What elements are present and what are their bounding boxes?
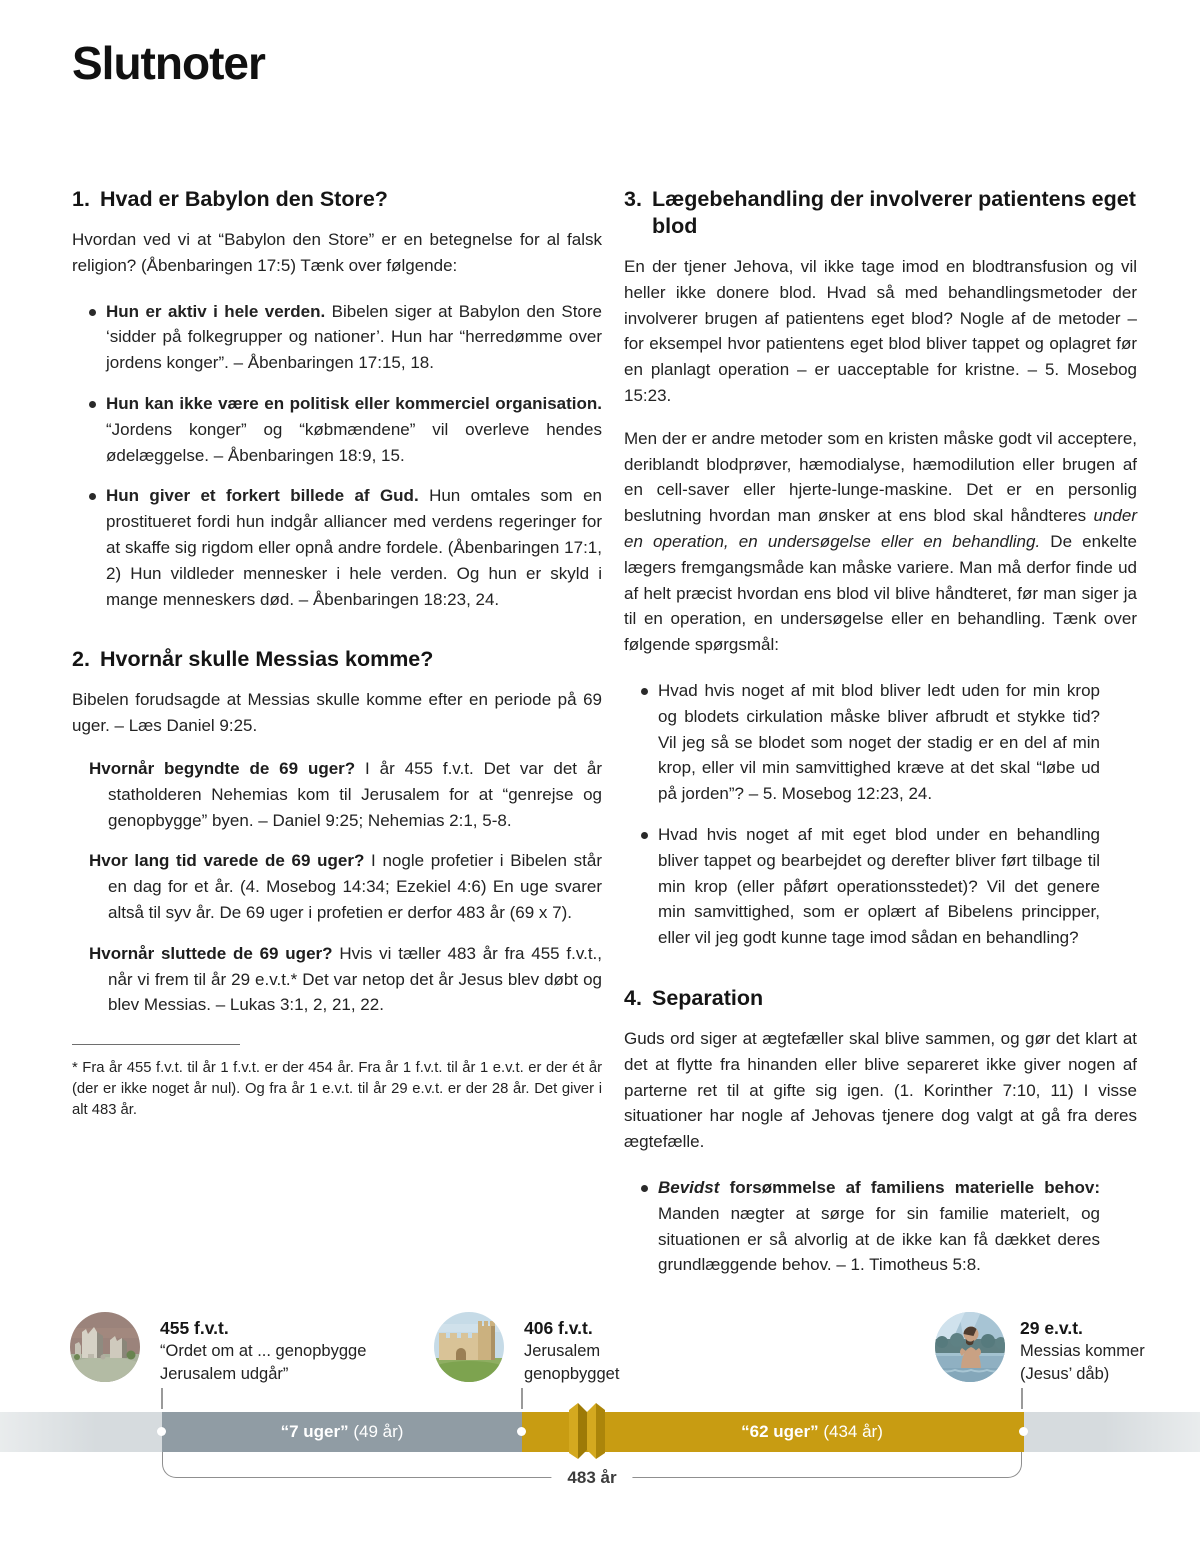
section-number: 3. (624, 187, 642, 211)
bar-label-bold: “7 uger” (280, 1422, 349, 1441)
event-year: 406 f.v.t. (524, 1318, 593, 1338)
event-caption: “Ordet om at ... genopbygge Jerusalem udgår” (160, 1342, 367, 1383)
timeline-tick (521, 1388, 523, 1409)
bullet-item (624, 1175, 1137, 1278)
bullet-item (624, 822, 1137, 951)
bullet-dot (641, 688, 648, 695)
paragraph: Guds ord siger at ægtefæller skal blive sammen, og gør det klart at det at flytte fra hinanden eller blive separeret ikke giver nogen af parterne ret til at gifte sig igen. (1. Korinther 7:10, 11) I visse situationer har nogle af Jehovas tjenere dog valgt at gå fra deres ægtefælle. (624, 1028, 1137, 1152)
bullet-text: Hun giver et forkert billede af Gud. Hun omtales som en prostitueret fordi hun indgår alliancer med verdens regeringer for at skaffe sig rigdom eller opnå andre fordele. (Åbenbaringen 17:1, 2) Hun vildleder mennesker i hele verden. Og hun er skyld i mange menneskers død. – Åbenbaringen 18:23, 24. (106, 486, 602, 609)
jerusalem-rebuilt-icon (434, 1312, 504, 1382)
timeline-tick (161, 1388, 163, 1409)
bullet-item (72, 391, 602, 468)
timeline (0, 1296, 1200, 1543)
timeline-tick (1021, 1388, 1023, 1409)
question-item: Hvor lang tid varede de 69 uger? I nogle profetier i Bibelen står en dag for et år. (4. Mosebog 14:34; Ezekiel 4:6) En uge svarer altså til syv år. De 69 uger i profetien er derfor 483 år (69 x 7). (89, 851, 602, 922)
page-title: Slutnoter (72, 37, 265, 89)
section-title: Lægebehandling der involverer patientens eget blod (652, 187, 1136, 238)
paragraph: Bibelen forudsagde at Messias skulle komme efter en periode på 69 uger. – Læs Daniel 9:25. (72, 690, 602, 736)
footnote-rule (72, 1044, 240, 1045)
section-number: 2. (72, 647, 90, 672)
section-babylon (72, 186, 602, 612)
section-heading (72, 186, 602, 213)
section-heading (624, 985, 1137, 1012)
bullet-list (72, 299, 602, 613)
section-number: 1. (72, 187, 90, 211)
bullet-dot (89, 309, 96, 316)
jerusalem-ruins-icon (70, 1312, 140, 1382)
footnote-text: * Fra år 455 f.v.t. til år 1 f.v.t. er der 454 år. Fra år 1 f.v.t. til år 1 e.v.t. er der ét år (der er ikke noget år nul). Og fra år 1 e.v.t. til år 29 e.v.t. er der 28 år. Det giver i alt 483 år. (72, 1060, 602, 1119)
timeline-dot (517, 1427, 526, 1436)
timeline-total-label: 483 år (551, 1468, 632, 1488)
bullet-text: Hvad hvis noget af mit eget blod under en behandling bliver tappet og bearbejdet og derefter bliver ført tilbage til min krop (eller påført operationsstedet)? Vil det genere min samvittighed, som er oplært af Bibelens principper, eller vil jeg godt kunne tage imod sådan en behandling? (658, 824, 1100, 948)
bullet-dot (641, 1185, 648, 1192)
paragraph: En der tjener Jehova, vil ikke tage imod en blodtransfusion og vil heller ikke donere blod. Hvad så med behandlingsmetoder der involverer brugen af patientens eget blod? Nogle af de metoder – for eksempel hvor patientens eget blod bliver tappet og oplagret før en planlagt operation – er uacceptable for kristne. – 5. Mosebog 15:23. (624, 257, 1137, 405)
left-column (72, 186, 602, 1121)
two-column-layout (72, 186, 1137, 1293)
bullet-list (624, 1175, 1137, 1278)
bar-label-rest: (49 år) (348, 1422, 404, 1441)
event-year: 455 f.v.t. (160, 1318, 229, 1338)
section-title: Hvad er Babylon den Store? (100, 187, 388, 211)
section-title: Hvornår skulle Messias komme? (100, 647, 434, 672)
bullet-text: Hun kan ikke være en politisk eller kommerciel organisation. “Jordens konger” og “købmændene” vil overleve hendes ødelæggelse. – Åbenbaringen 18:9, 15. (106, 393, 602, 465)
bullet-list (624, 678, 1137, 951)
bullet-text: Hun er aktiv i hele verden. Bibelen siger at Babylon den Store ‘sidder på folkegrupper og nationer’. Hun har “herredømme over jordens konger”. – Åbenbaringen 17:15, 18. (106, 301, 602, 373)
bullet-text: Hvad hvis noget af mit blod bliver ledt uden for min krop og blodets cirkulation måske bliver afbrudt et stykke tid? Vil jeg så se blodet som noget der stadig er en del af min krop, eller vil min samvittighed kræve at det skal “løbe ud på jorden”? – 5. Mosebog 12:23, 24. (658, 680, 1100, 804)
right-column (624, 186, 1137, 1293)
bar-label-bold: “62 uger” (741, 1422, 819, 1441)
timeline-dot (1019, 1427, 1028, 1436)
bullet-item (624, 678, 1137, 807)
jesus-baptism-icon (935, 1312, 1005, 1382)
event-caption: Jerusalem genopbygget (524, 1342, 620, 1383)
section-title: Separation (652, 985, 764, 1010)
bullet-item (72, 299, 602, 376)
timeline-bar-7-weeks (162, 1412, 522, 1452)
bullet-dot (89, 401, 96, 408)
section-heading (72, 646, 602, 673)
bullet-item (72, 483, 602, 612)
section-messias (72, 646, 602, 1121)
question-item: Hvornår sluttede de 69 uger? Hvis vi tæller 483 år fra 455 f.v.t., når vi frem til år 29 e.v.t.* Det var netop det år Jesus blev døbt og blev Messias. – Lukas 3:1, 2, 21, 22. (89, 943, 602, 1015)
section-number: 4. (624, 985, 642, 1010)
question-item: Hvornår begyndte de 69 uger? I år 455 f.v.t. Det var det år statholderen Nehemias kom til Jerusalem for at “genrejse og genopbygge” byen. – Daniel 9:25; Nehemias 2:1, 5-8. (89, 758, 602, 830)
section-blood (624, 186, 1137, 951)
event-caption: Messias kommer (Jesus’ dåb) (1020, 1342, 1145, 1383)
paragraph: Men der er andre metoder som en kristen måske godt vil acceptere, deriblandt blodprøver, hæmodialyse, hæmodilution eller brugen af en cell-saver eller hjerte-lunge-maskine. Det er en personlig beslutning hvordan man ønsker at ens blod skal håndteres under en operation, en undersøgelse eller en behandling. De enkelte lægers fremgangsmåde kan måske variere. Man må derfor finde ud af helt præcist hvordan ens blod vil blive håndteret, før man siger ja til en operation, en undersøgelse eller en behandling. Tænk over følgende spørgsmål: (624, 428, 1137, 655)
section-separation (624, 985, 1137, 1278)
section-heading (624, 186, 1137, 240)
timeline-dot (157, 1427, 166, 1436)
bullet-dot (641, 832, 648, 839)
bar-label-rest: (434 år) (818, 1422, 883, 1441)
event-year: 29 e.v.t. (1020, 1318, 1083, 1338)
bullet-dot (89, 493, 96, 500)
paragraph: Hvordan ved vi at “Babylon den Store” er en betegnelse for al falsk religion? (Åbenbaringen 17:5) Tænk over følgende: (72, 230, 602, 275)
timeline-bar-62-weeks-label (600, 1412, 1024, 1452)
bullet-text: Bevidst forsømmelse af familiens materielle behov: Manden nægter at sørge for sin familie materielt, og situationen er så alvorlig at de ikke kan få dækket deres grundlæggende behov. – 1. Timotheus 5:8. (658, 1177, 1100, 1275)
